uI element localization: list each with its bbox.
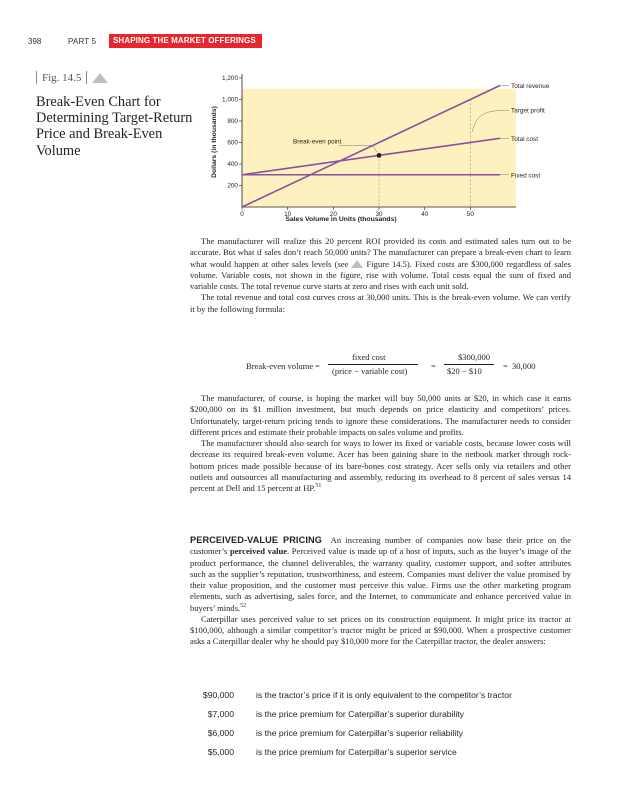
x-tick-label: 0 [240,211,244,218]
fraction-bar [328,364,418,365]
break-even-formula [190,352,571,382]
y-tick-label: 200 [227,182,238,190]
figure-number: Fig. 14.5 [42,71,82,84]
fraction-bar [444,364,494,365]
section-heading: PERCEIVED-VALUE PRICING [190,535,322,545]
series-label-total-cost: Total cost [511,135,538,143]
x-tick-label: 50 [466,211,474,218]
body-text-middle [190,393,571,494]
y-tick-label: 400 [227,161,238,169]
y-axis-label: Dollars (in thousands) [211,106,218,178]
paragraph-text: The manufacturer should also search for ways to lower its fixed or variable costs, because lower costs will decrease its required break-even volume. Acer has been gaining share in the netbook market through rock-bottom prices made possible because of its bare-bones cost strategy. Acer sells only via retailers and other outlets and outsources all manufacturing and assembly, reducing its overhead to 8 percent of sales versus 14 percent at Dell and 15 percent at HP. [190,438,571,493]
table-row [190,690,571,709]
table-row [190,747,571,766]
price-description: is the price premium for Caterpillar’s superior service [256,747,457,757]
paragraph: Caterpillar uses perceived value to set prices on its construction equipment. It might price its tractor at $100,000, although a similar competitor’s tractor might be priced at $90,000. When a prospective customer asks a Caterpillar dealer why he should pay $10,000 more for the Caterpillar tractor, the dealer answers: [190,613,571,647]
section-title: SHAPING THE MARKET OFFERINGS [109,34,262,48]
series-label-total-revenue: Total revenue [511,83,550,91]
x-tick-label: 40 [421,211,429,218]
figure-title: Break-Even Chart for Determining Target-Return Price and Break-Even Volume [36,94,193,159]
paragraph-text: The manufacturer will realize this 20 percent ROI provided its costs and estimated sales turn out to be accurate. But what if sales don’t reach 50,000 units? The manufacturer can prepare a break-even chart to learn what would happen at other sales levels (see [190,236,571,269]
body-text-top [190,236,571,315]
price-amount: $6,000 [207,728,234,738]
body-text-bottom [190,535,571,648]
table-row [190,728,571,747]
price-description: is the tractor’s price if it is only equivalent to the competitor’s tractor [256,690,512,700]
series-label-fixed-cost: Fixed cost [511,172,541,180]
formula-numerator: fixed cost [352,352,386,362]
triangle-icon [351,260,363,268]
break-even-label: Break-even point [293,138,342,146]
price-amount: $5,000 [207,747,234,757]
page-number: 398 [28,36,42,46]
target-profit-label: Target profit [511,107,545,115]
price-description: is the price premium for Caterpillar’s superior reliability [256,728,463,738]
paragraph [190,535,571,614]
footnote-ref: 51 [315,483,322,490]
y-tick-label: 1,000 [222,96,238,104]
table-row [190,709,571,728]
y-tick-label: 800 [227,118,238,126]
x-axis-label: Sales Volume in Units (thousands) [285,216,397,223]
price-amount: $7,000 [207,709,234,719]
formula-numerator: $300,000 [458,352,491,362]
part-label: PART 5 [68,36,97,46]
price-breakdown-table [190,690,571,766]
price-amount: $90,000 [202,690,234,700]
formula-denominator: $20 − $10 [447,366,482,376]
paragraph [190,438,571,494]
paragraph: The total revenue and total cost curves cross at 30,000 units. This is the break-even volume. We can verify it by the following formula: [190,292,571,314]
price-description: is the price premium for Caterpillar’s superior durability [256,709,464,719]
key-term: perceived value [229,546,288,557]
formula-result: 30,000 [512,361,536,371]
formula-equals: = [503,361,508,371]
paragraph-text: Figure 14.5). Fixed costs are $300,000 regardless of sales volume. Variable costs, not shown in the figure, rise with volume. Total costs equal the sum of fixed and variable costs. The total revenue curve starts at zero and rises with each unit sold. [190,258,571,291]
formula-denominator: (price − variable cost) [332,366,408,376]
paragraph-text: An increasing number of companies now base their price on the customer’s [190,535,571,557]
y-tick-label: 1,200 [222,75,238,83]
formula-equals: = [315,361,320,371]
footnote-ref: 52 [240,602,247,609]
formula-label: Break-even volume [246,361,314,371]
formula-equals: = [431,361,436,371]
x-tick-label: 10 [284,211,292,218]
break-even-chart [0,0,623,240]
x-tick-label: 30 [375,211,383,218]
x-tick-label: 20 [329,211,337,218]
break-even-point-marker [377,153,382,158]
y-tick-label: 600 [227,139,238,147]
paragraph [190,236,571,292]
paragraph-text: . Perceived value is made up of a host of inputs, such as the buyer’s image of the product performance, the channel deliverables, the warranty quality, customer support, and softer attributes such as the supplier’s reputation, trustworthiness, and esteem. Companies must deliver the value promised by their value proposition, and the customer must perceive this value. Firms use the other marketing program elements, such as advertising, sales force, and the Internet, to communicate and enhance perceived value in buyers’ minds. [190,546,572,613]
paragraph: The manufacturer, of course, is hoping the market will buy 50,000 units at $20, in which case it earns $200,000 on its $1 million investment, but much depends on price elasticity and competitors’ prices. Unfortunately, target-return pricing tends to ignore these considerations. The manufacturer needs to consider different prices and estimate their probable impacts on sales volume and profits. [190,393,571,437]
